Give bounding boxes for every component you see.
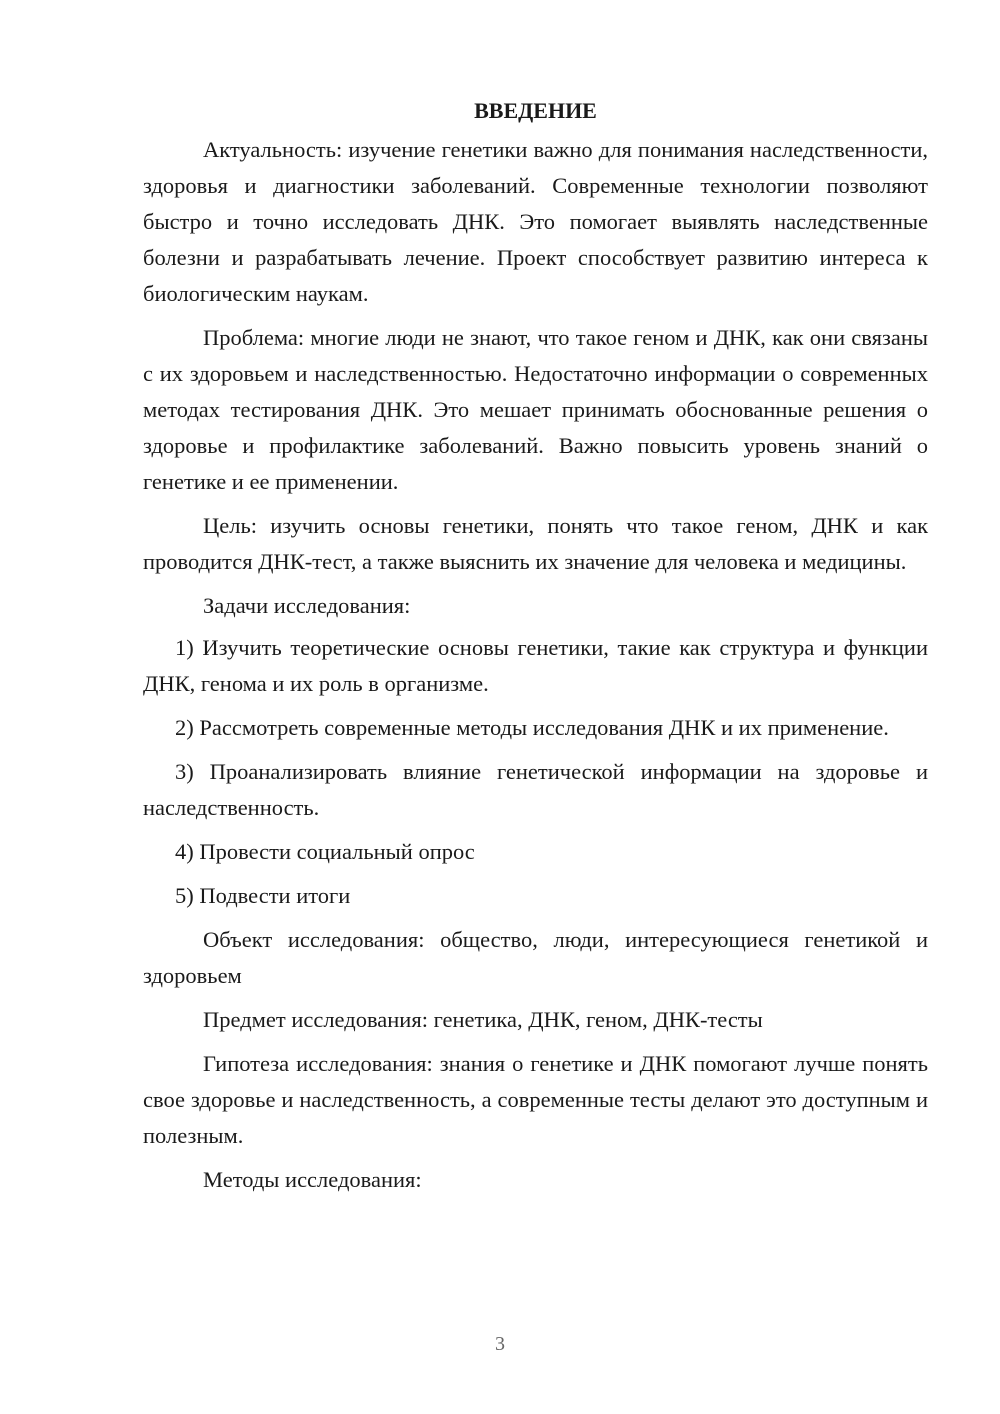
paragraph-tasks-heading: Задачи исследования:	[203, 593, 411, 618]
task-item-3: 3) Проанализировать влияние генетической информации на здоровье и наследственность.	[143, 759, 928, 820]
paragraph-subject: Предмет исследования: генетика, ДНК, геном, ДНК-тесты	[203, 1007, 763, 1032]
paragraph-object: Объект исследования: общество, люди, интересующиеся генетикой и здоровьем	[143, 927, 928, 988]
paragraph-relevance: Актуальность: изучение генетики важно для понимания наследственности, здоровья и диагностики заболеваний. Современные технологии позволяют быстро и точно исследовать ДНК. Это помогает выявлять наследственные болезни и разрабатывать лечение. Проект способствует развитию интереса к биологическим наукам.	[143, 137, 928, 306]
document-body	[143, 96, 928, 1206]
task-item-4: 4) Провести социальный опрос	[175, 839, 475, 864]
paragraph-problem: Проблема: многие люди не знают, что такое геном и ДНК, как они связаны с их здоровьем и наследственностью. Недостаточно информации о современных методах тестирования ДНК. Это мешает принимать обоснованные решения о здоровье и профилактике заболеваний. Важно повысить уровень знаний о генетике и ее применении.	[143, 325, 928, 494]
task-item-1: 1) Изучить теоретические основы генетики, такие как структура и функции ДНК, генома и их роль в организме.	[143, 635, 928, 696]
paragraph-goal: Цель: изучить основы генетики, понять что такое геном, ДНК и как проводится ДНК-тест, а также выяснить их значение для человека и медицины.	[143, 513, 928, 574]
task-item-2: 2) Рассмотреть современные методы исследования ДНК и их применение.	[175, 715, 889, 740]
paragraph-methods: Методы исследования:	[203, 1167, 422, 1192]
page-number: 3	[495, 1333, 505, 1355]
section-title: ВВЕДЕНИЕ	[474, 98, 597, 123]
paragraph-hypothesis: Гипотеза исследования: знания о генетике и ДНК помогают лучше понять свое здоровье и наследственность, а современные тесты делают это доступным и полезным.	[143, 1051, 928, 1148]
task-item-5: 5) Подвести итоги	[175, 883, 351, 908]
